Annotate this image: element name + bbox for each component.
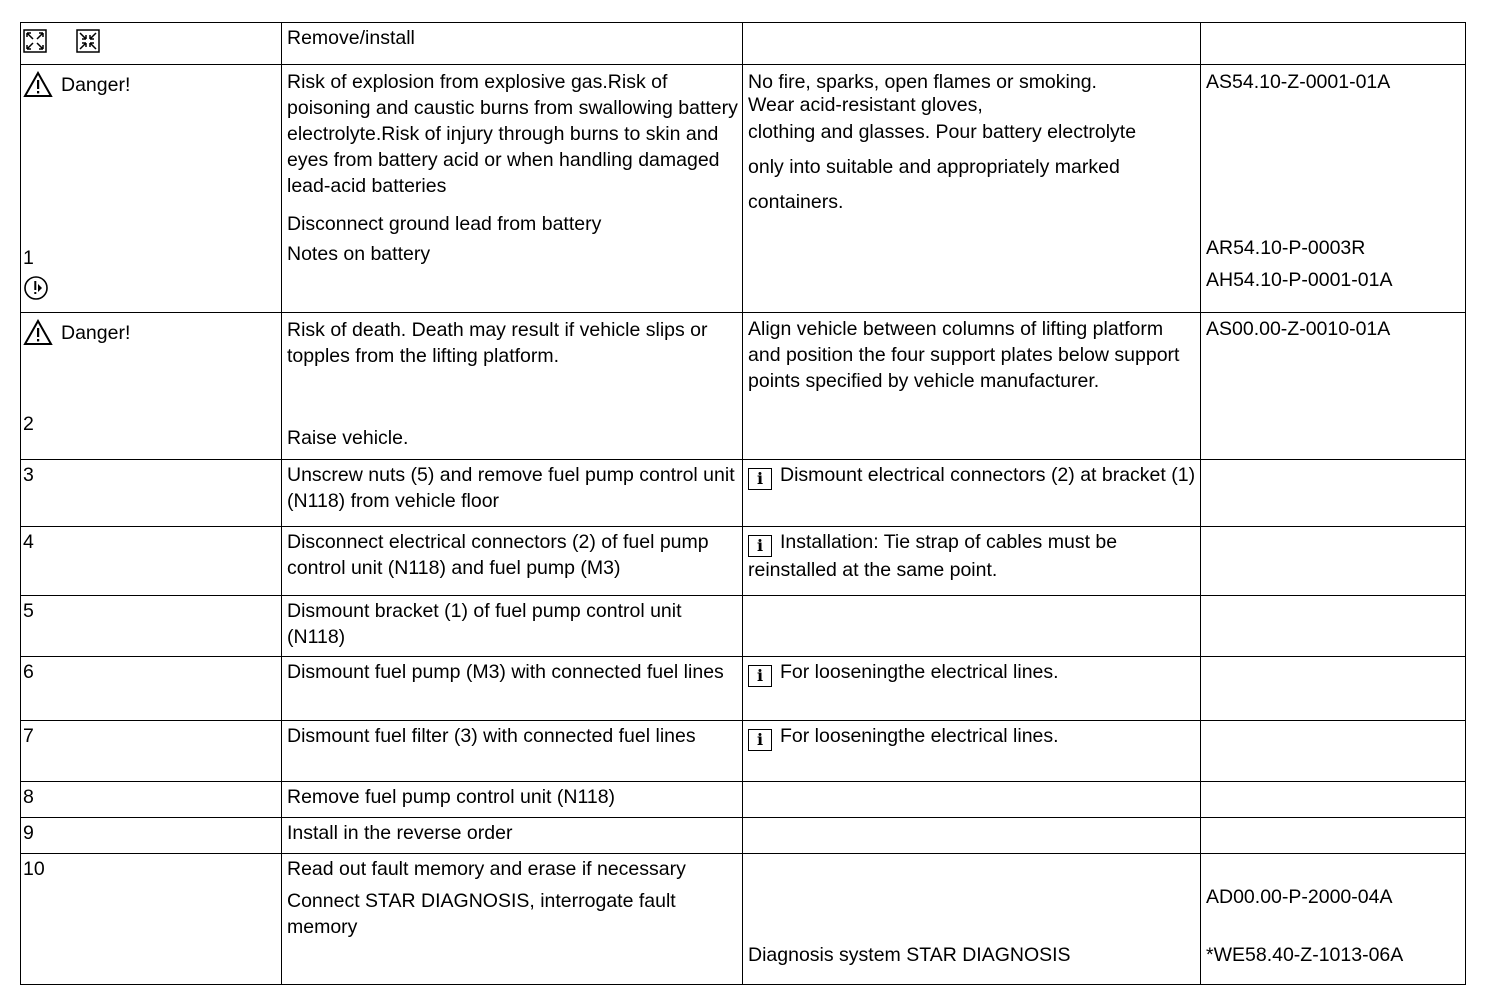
reference-code[interactable]: AR54.10-P-0003R — [1206, 237, 1366, 259]
step-number: 3 — [23, 464, 34, 486]
note-line: Wear acid-resistant gloves, — [748, 94, 983, 116]
note-line: clothing and glasses. Pour battery electrolyte — [748, 121, 1137, 143]
step-number: 2 — [23, 413, 34, 435]
note-text: For looseningthe electrical lines. — [780, 661, 1059, 683]
step-number: 6 — [23, 661, 34, 683]
info-icon[interactable]: i — [748, 729, 772, 751]
step-subtext: Connect STAR DIAGNOSIS, interrogate fault memory — [287, 890, 676, 938]
step-text: Remove fuel pump control unit (N118) — [287, 786, 616, 808]
danger-warning — [23, 319, 130, 346]
table-row — [21, 818, 1466, 854]
procedure-title: Remove/install — [287, 27, 415, 49]
table-row — [21, 460, 1466, 527]
table-row — [21, 65, 1466, 313]
note-line: containers. — [748, 191, 844, 213]
reference-code[interactable]: AS00.00-Z-0010-01A — [1206, 318, 1391, 340]
danger-label: Danger! — [61, 73, 131, 96]
danger-text: Risk of explosion from explosive gas.Risk of poisoning and caustic burns from swallowing battery electrolyte.Risk of injury through burns to skin and eyes from battery acid or when handling damaged lead-acid batteries — [287, 71, 738, 197]
reference-code[interactable]: AD00.00-P-2000-04A — [1206, 886, 1393, 908]
note-line: only into suitable and appropriately marked — [748, 156, 1120, 178]
step-text: Raise vehicle. — [287, 427, 409, 449]
step-number: 9 — [23, 822, 34, 844]
table-row — [21, 527, 1466, 596]
info-icon[interactable]: i — [748, 665, 772, 687]
table-row — [21, 657, 1466, 721]
collapse-icon[interactable] — [76, 29, 100, 53]
table-row — [21, 854, 1466, 985]
info-icon[interactable]: i — [748, 535, 772, 557]
step-text: Read out fault memory and erase if necessary — [287, 858, 686, 880]
table-row — [21, 596, 1466, 657]
note-line: No fire, sparks, open flames or smoking. — [748, 71, 1097, 93]
note-text: Diagnosis system STAR DIAGNOSIS — [748, 944, 1071, 966]
reference-code[interactable]: AH54.10-P-0001-01A — [1206, 269, 1393, 291]
note-text: For looseningthe electrical lines. — [780, 725, 1059, 747]
expand-icon[interactable] — [23, 29, 47, 53]
procedure-table — [20, 22, 1466, 985]
step-number: 5 — [23, 600, 34, 622]
battery-note-icon[interactable] — [23, 275, 49, 301]
table-row — [21, 313, 1466, 460]
step-text: Dismount bracket (1) of fuel pump control unit (N118) — [287, 600, 682, 648]
step-number: 4 — [23, 531, 34, 553]
note-text: Align vehicle between columns of lifting platform and position the four support plates below support points specified by vehicle manufacturer. — [748, 318, 1180, 392]
step-text: Unscrew nuts (5) and remove fuel pump control unit (N118) from vehicle floor — [287, 464, 735, 512]
danger-warning — [23, 71, 130, 98]
step-number: 8 — [23, 786, 34, 808]
table-row — [21, 782, 1466, 818]
step-text: Disconnect ground lead from battery — [287, 213, 602, 235]
info-icon[interactable]: i — [748, 468, 772, 490]
reference-code[interactable]: *WE58.40-Z-1013-06A — [1206, 944, 1404, 966]
step-number: 7 — [23, 725, 34, 747]
note-text: Installation: Tie strap of cables must be reinstalled at the same point. — [748, 531, 1118, 581]
step-text: Dismount fuel filter (3) with connected fuel lines — [287, 725, 696, 747]
header-row — [21, 23, 1466, 65]
warning-triangle-icon — [23, 71, 53, 98]
step-text: Dismount fuel pump (M3) with connected fuel lines — [287, 661, 724, 683]
table-row — [21, 721, 1466, 782]
reference-code[interactable]: AS54.10-Z-0001-01A — [1206, 71, 1391, 93]
step-link[interactable]: Notes on battery — [287, 243, 431, 265]
step-text: Install in the reverse order — [287, 822, 513, 844]
step-number: 1 — [23, 247, 34, 269]
note-text: Dismount electrical connectors (2) at bracket (1) — [780, 464, 1196, 486]
step-number: 10 — [23, 858, 45, 880]
step-text: Disconnect electrical connectors (2) of fuel pump control unit (N118) and fuel pump (M3) — [287, 531, 709, 579]
danger-label: Danger! — [61, 321, 131, 344]
danger-text: Risk of death. Death may result if vehicle slips or topples from the lifting platform. — [287, 319, 708, 367]
warning-triangle-icon — [23, 319, 53, 346]
